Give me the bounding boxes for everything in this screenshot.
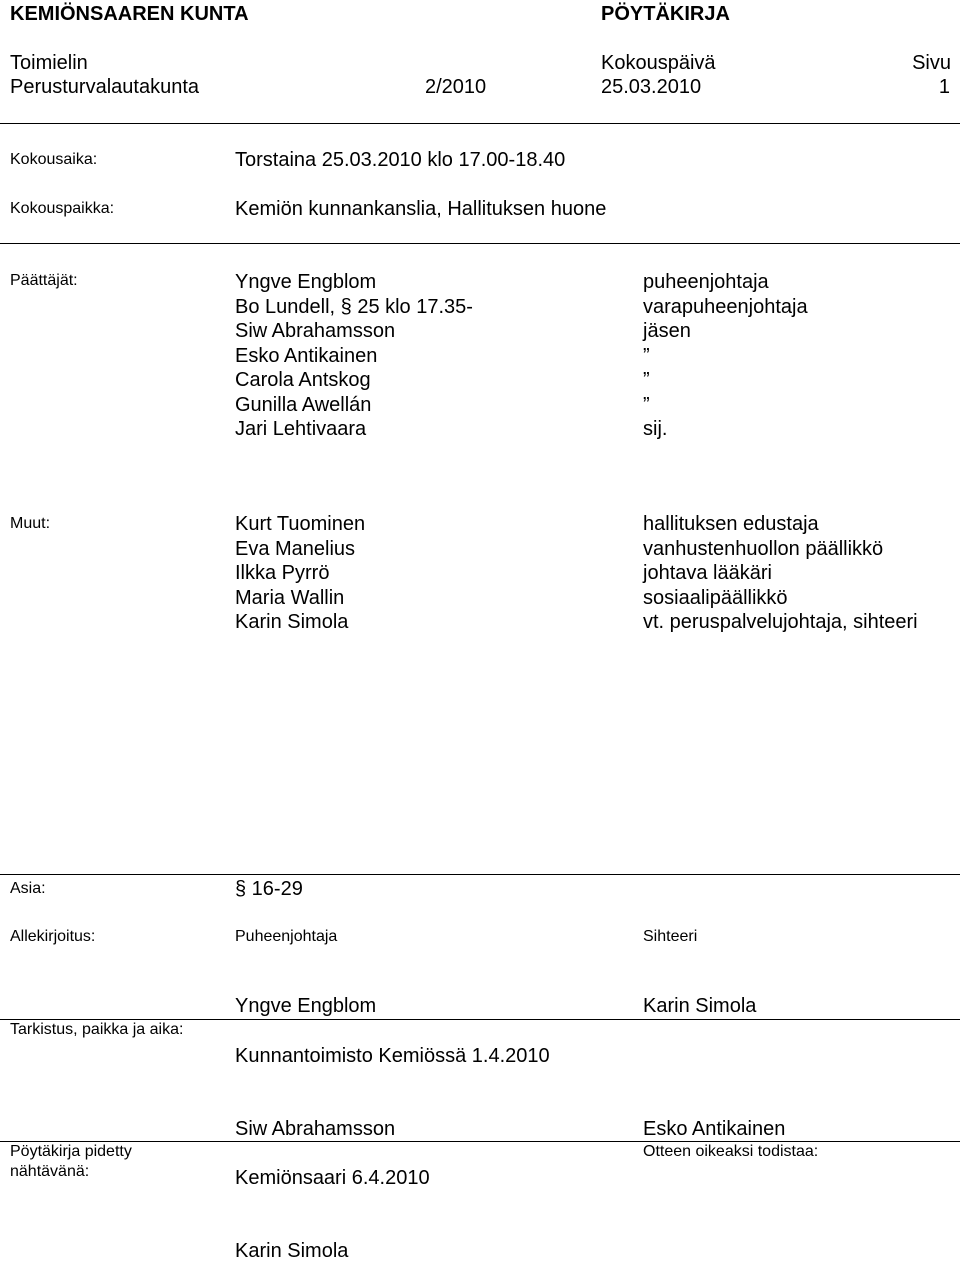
- member-name: Esko Antikainen: [235, 344, 378, 367]
- member-role: varapuheenjohtaja: [643, 295, 808, 318]
- review-label: Tarkistus, paikka ja aika:: [10, 1021, 184, 1038]
- decision-makers-names: [235, 270, 473, 442]
- subject-value: § 16-29: [235, 878, 303, 900]
- meeting-time-value: Torstaina 25.03.2010 klo 17.00-18.40: [235, 149, 566, 171]
- decision-makers-label: Päättäjät:: [10, 272, 78, 289]
- member-role: ”: [643, 344, 650, 367]
- review-divider: [0, 1141, 960, 1142]
- public-label-line2: nähtävänä:: [10, 1163, 90, 1180]
- reviewer-2-name: Esko Antikainen: [643, 1118, 786, 1140]
- subject-divider: [0, 874, 960, 875]
- attendee-name: Karin Simola: [235, 611, 349, 633]
- page-number: 1: [938, 76, 950, 98]
- member-role: ”: [643, 369, 650, 391]
- attendee-role: vt. peruspalvelujohtaja, sihteeri: [643, 611, 918, 633]
- session-number: 2/2010: [425, 76, 487, 98]
- member-name: Gunilla Awellán: [235, 393, 372, 416]
- attendee-role: sosiaalipäällikkö: [643, 586, 788, 609]
- decision-makers-roles: [643, 270, 808, 442]
- document-type: PÖYTÄKIRJA: [601, 3, 730, 25]
- meeting-date-value: 25.03.2010: [601, 76, 702, 98]
- organ-label: Toimielin: [10, 52, 88, 74]
- municipality-name: KEMIÖNSAAREN KUNTA: [10, 3, 249, 25]
- secretary-label: Sihteeri: [643, 928, 698, 945]
- others-names: [235, 512, 365, 635]
- member-role: jäsen: [643, 320, 691, 342]
- member-role: puheenjohtaja: [643, 271, 769, 293]
- attendee-name: Eva Manelius: [235, 537, 356, 560]
- header-divider: [0, 123, 960, 124]
- meeting-time-label: Kokousaika:: [10, 151, 98, 168]
- page-label: Sivu: [912, 52, 951, 74]
- signature-divider: [0, 1019, 960, 1020]
- member-role: ”: [643, 393, 650, 416]
- meeting-place-label: Kokouspaikka:: [10, 200, 115, 217]
- reviewer-1-name: Siw Abrahamsson: [235, 1118, 396, 1140]
- certify-label: Otteen oikeaksi todistaa:: [643, 1143, 819, 1160]
- public-place-time: Kemiönsaari 6.4.2010: [235, 1167, 430, 1189]
- attendee-name: Maria Wallin: [235, 586, 345, 609]
- meeting-date-label: Kokouspäivä: [601, 52, 716, 74]
- subject-label: Asia:: [10, 880, 46, 897]
- member-role: sij.: [643, 418, 668, 440]
- public-label-line1: Pöytäkirja pidetty: [10, 1143, 132, 1160]
- attendee-name: Ilkka Pyrrö: [235, 562, 330, 584]
- member-name: Jari Lehtivaara: [235, 418, 367, 440]
- secretary-name: Karin Simola: [643, 995, 757, 1017]
- member-name: Yngve Engblom: [235, 271, 377, 293]
- meeting-place-value: Kemiön kunnankanslia, Hallituksen huone: [235, 198, 607, 220]
- member-name: Siw Abrahamsson: [235, 320, 396, 342]
- member-name: Carola Antskog: [235, 369, 371, 391]
- attendee-name: Kurt Tuominen: [235, 513, 366, 535]
- others-label: Muut:: [10, 515, 51, 532]
- attendee-role: hallituksen edustaja: [643, 513, 819, 535]
- member-name: Bo Lundell, § 25 klo 17.35-: [235, 295, 473, 318]
- attendee-role: johtava lääkäri: [643, 562, 772, 584]
- signature-label: Allekirjoitus:: [10, 928, 96, 945]
- meeting-divider: [0, 243, 960, 244]
- others-roles: [643, 512, 918, 635]
- attendee-role: vanhustenhuollon päällikkö: [643, 537, 884, 560]
- chair-label: Puheenjohtaja: [235, 928, 338, 945]
- chair-name: Yngve Engblom: [235, 995, 377, 1017]
- certifier-name: Karin Simola: [235, 1240, 349, 1262]
- organ-value: Perusturvalautakunta: [10, 76, 200, 98]
- review-place-time: Kunnantoimisto Kemiössä 1.4.2010: [235, 1045, 550, 1067]
